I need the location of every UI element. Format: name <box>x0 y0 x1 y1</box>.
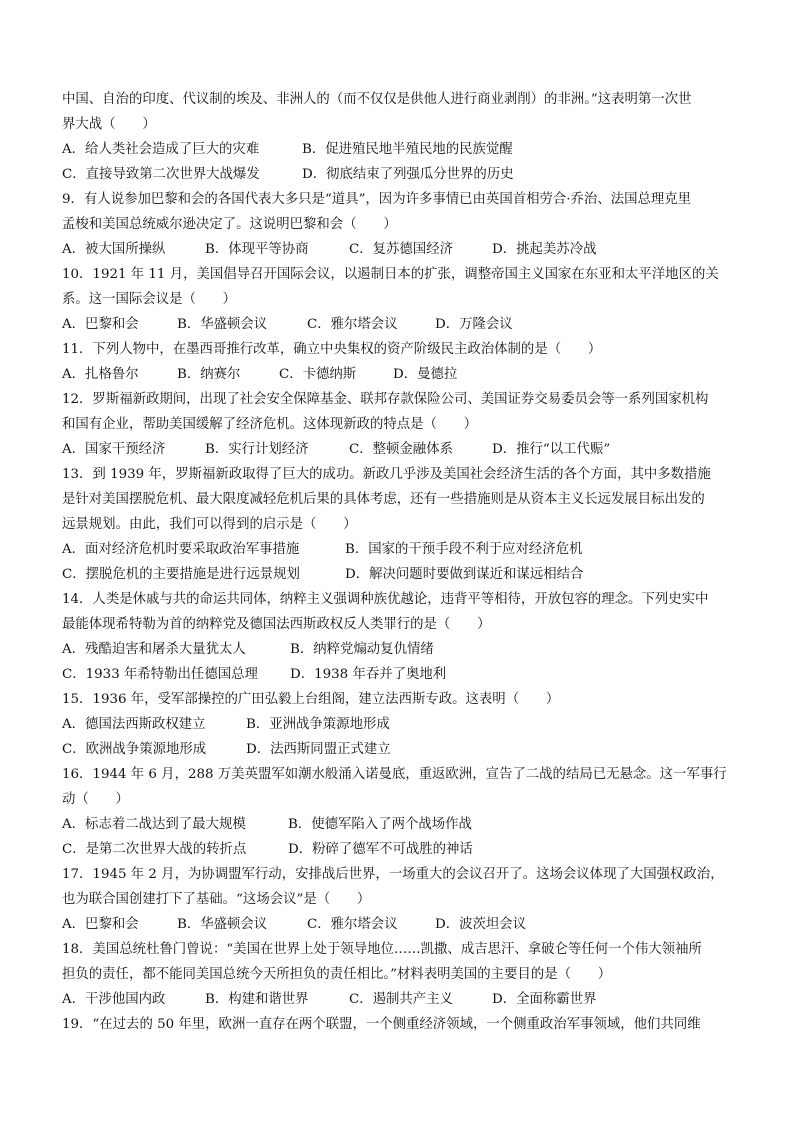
option-c[interactable]: C．复苏德国经济 <box>349 242 453 257</box>
option-b[interactable]: B．促进殖民地半殖民地的民族觉醒 <box>302 142 513 157</box>
option-b[interactable]: B．纳粹党煽动复仇情绪 <box>290 642 434 657</box>
option-d[interactable]: D．波茨坦会议 <box>435 917 527 932</box>
option-d[interactable]: D．法西斯同盟正式建立 <box>246 742 391 757</box>
question-stem-line: 9．有人说参加巴黎和会的各国代表大多只是“道具”，因为许多事情已由英国首相劳合·乔治、法国总理克里 <box>62 192 692 207</box>
option-b[interactable]: B．实行计划经济 <box>205 442 309 457</box>
question-stem-line: 14．人类是休戚与共的命运共同体，纳粹主义强调种族优越论，违背平等相待，开放包容的理念。下列史实中 <box>62 592 709 607</box>
question-stem-line: 12．罗斯福新政期间，出现了社会安全保障基金、联邦存款保险公司、美国证券交易委员会等一系列国家机构 <box>62 392 709 407</box>
option-d[interactable]: D．全面称霸世界 <box>492 992 597 1007</box>
option-a[interactable]: A．残酷迫害和屠杀大量犹太人 <box>62 642 246 657</box>
option-c[interactable]: C．卡德纳斯 <box>279 367 357 382</box>
option-c[interactable]: C．是第二次世界大战的转折点 <box>62 842 247 857</box>
option-a[interactable]: A．被大国所操纵 <box>62 242 166 257</box>
question-stem-line: 界大战（ ） <box>62 117 156 132</box>
question-stem-line: 是针对美国摆脱危机、最大限度减轻危机后果的具体考虑，还有一些措施则是从资本主义长远发展目标出发的 <box>62 492 705 507</box>
option-b[interactable]: B．亚洲战争策源地形成 <box>246 717 390 732</box>
option-d[interactable]: D．挑起美苏冷战 <box>492 242 597 257</box>
option-a[interactable]: A．干涉他国内政 <box>62 992 166 1007</box>
option-b[interactable]: B．纳赛尔 <box>177 367 241 382</box>
option-c[interactable]: C．直接导致第二次世界大战爆发 <box>62 167 260 182</box>
question-stem-line: 和国有企业，帮助美国缓解了经济危机。这体现新政的特点是（ ） <box>62 417 478 432</box>
question-stem-line: 也为联合国创建打下了基础。“这场会议”是（ ） <box>62 892 371 907</box>
option-d[interactable]: D．万隆会议 <box>435 317 513 332</box>
option-b[interactable]: B．华盛顿会议 <box>177 317 268 332</box>
option-a[interactable]: A．标志着二战达到了最大规模 <box>62 817 246 832</box>
option-b[interactable]: B．国家的干预手段不利于应对经济危机 <box>345 542 583 557</box>
option-c[interactable]: C．摆脱危机的主要措施是进行远景规划 <box>62 567 300 582</box>
option-b[interactable]: B．体现平等协商 <box>205 242 309 257</box>
question-stem-line: 19．“在过去的 50 年里，欧洲一直存在两个联盟，一个侧重经济领域，一个侧重政治军事领域，他们共同维 <box>62 1017 701 1032</box>
option-c[interactable]: C．1933 年希特勒出任德国总理 <box>62 667 258 682</box>
option-d[interactable]: D．粉碎了德军不可战胜的神话 <box>288 842 473 857</box>
question-stem-line: 17．1945 年 2 月，为协调盟军行动，安排战后世界，一场重大的会议召开了。这场会议体现了大国强权政治， <box>62 867 724 882</box>
option-d[interactable]: D．曼德拉 <box>393 367 458 382</box>
option-a[interactable]: A．巴黎和会 <box>62 317 139 332</box>
question-stem-line: 中国、自治的印度、代议制的埃及、非洲人的（而不仅仅是供他人进行商业剥削）的非洲。”这表明第一次世 <box>62 92 692 107</box>
option-a[interactable]: A．扎格鲁尔 <box>62 367 139 382</box>
option-b[interactable]: B．构建和谐世界 <box>205 992 309 1007</box>
question-stem-line: 11．下列人物中，在墨西哥推行改革，确立中央集权的资产阶级民主政治体制的是（ ） <box>62 342 602 357</box>
question-stem-line: 孟梭和美国总统威尔逊决定了。这说明巴黎和会（ ） <box>62 217 397 232</box>
option-a[interactable]: A．面对经济危机时要采取政治军事措施 <box>62 542 300 557</box>
question-stem-line: 远景规划。由此，我们可以得到的启示是（ ） <box>62 517 357 532</box>
question-stem-line: 最能体现希特勒为首的纳粹党及德国法西斯政权反人类罪行的是（ ） <box>62 617 491 632</box>
option-a[interactable]: A．给人类社会造成了巨大的灾难 <box>62 142 260 157</box>
option-b[interactable]: B．使德军陷入了两个战场作战 <box>288 817 472 832</box>
option-c[interactable]: C．欧洲战争策源地形成 <box>62 742 207 757</box>
question-stem-line: 10．1921 年 11 月，美国倡导召开国际会议，以遏制日本的扩张，调整帝国主义国家在东亚和太平洋地区的关 <box>62 267 719 282</box>
question-stem-line: 13．到 1939 年，罗斯福新政取得了巨大的成功。新政几乎涉及美国社会经济生活的各个方面，其中多数措施 <box>62 467 711 482</box>
option-c[interactable]: C．遏制共产主义 <box>349 992 453 1007</box>
option-a[interactable]: A．德国法西斯政权建立 <box>62 717 206 732</box>
option-d[interactable]: D．1938 年吞并了奥地利 <box>290 667 447 682</box>
option-c[interactable]: C．雅尔塔会议 <box>307 317 398 332</box>
option-c[interactable]: C．整顿金融体系 <box>349 442 453 457</box>
question-stem-line: 动（ ） <box>62 792 129 807</box>
option-c[interactable]: C．雅尔塔会议 <box>307 917 398 932</box>
question-stem-line: 15．1936 年，受军部操控的广田弘毅上台组阁，建立法西斯专政。这表明（ ） <box>62 692 560 707</box>
option-d[interactable]: D．推行“以工代赈” <box>492 442 611 457</box>
option-d[interactable]: D．彻底结束了列强瓜分世界的历史 <box>302 167 514 182</box>
option-a[interactable]: A．巴黎和会 <box>62 917 139 932</box>
question-stem-line: 系。这一国际会议是（ ） <box>62 292 237 307</box>
question-stem-line: 16．1944 年 6 月，288 万美英盟军如潮水般涌入诺曼底，重返欧洲，宣告了二战的结局已无悬念。这一军事行 <box>62 767 727 782</box>
question-stem-line: 18．美国总统杜鲁门曾说：“美国在世界上处于领导地位……凯撒、成吉思汗、拿破仑等任何一个伟大领袖所 <box>62 942 702 957</box>
option-a[interactable]: A．国家干预经济 <box>62 442 166 457</box>
option-d[interactable]: D．解决问题时要做到谋近和谋远相结合 <box>345 567 584 582</box>
question-stem-line: 担负的责任，都不能同美国总统今天所担负的责任相比。”材料表明美国的主要目的是（ ） <box>62 967 612 982</box>
option-b[interactable]: B．华盛顿会议 <box>177 917 268 932</box>
